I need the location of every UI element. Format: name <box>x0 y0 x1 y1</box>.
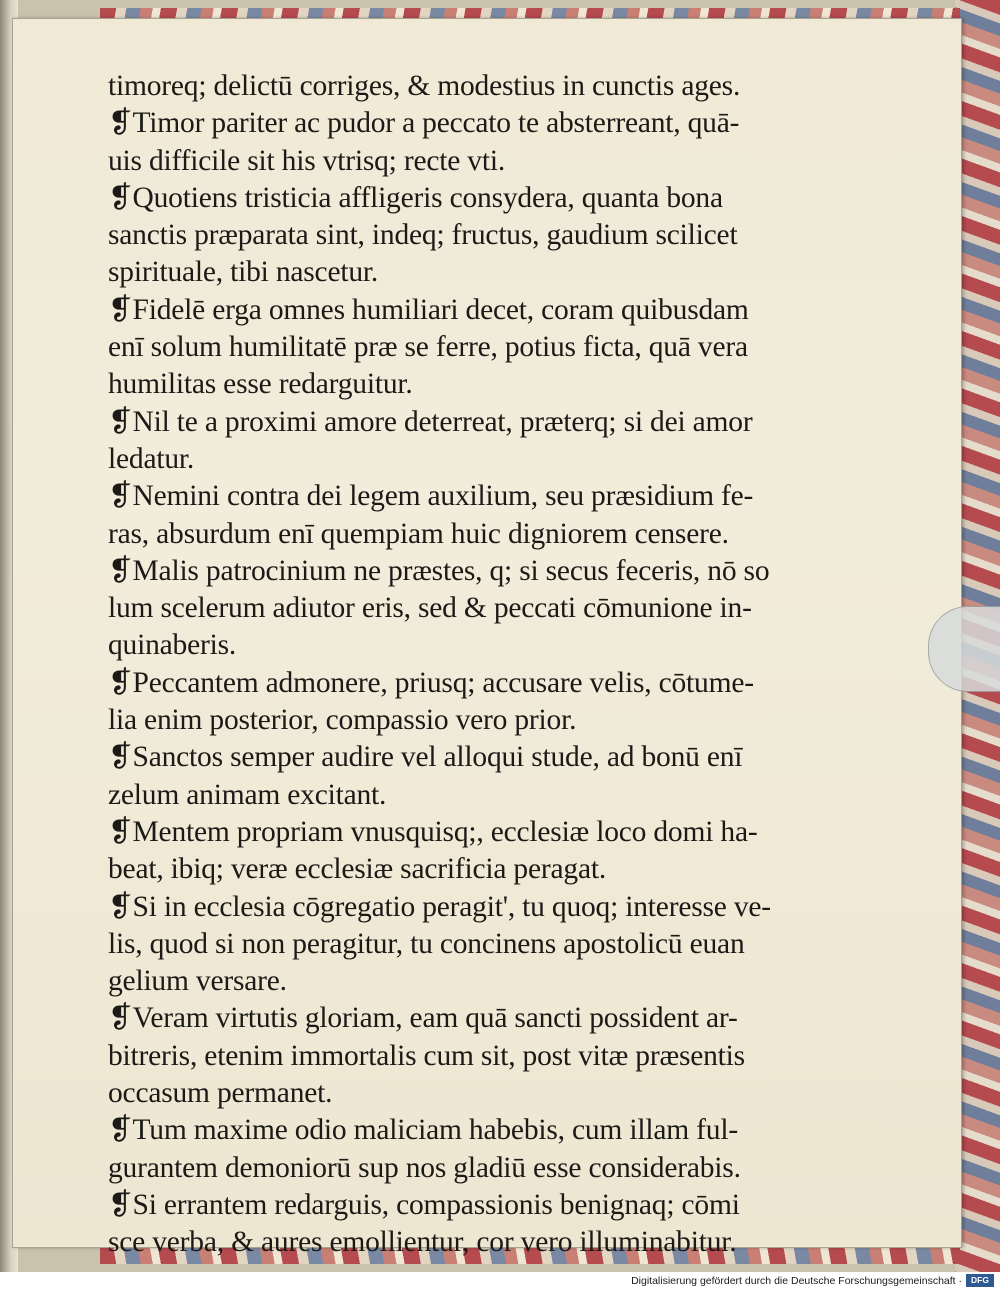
page-text <box>108 68 808 1262</box>
text-line: ❡Mentem propriam vnusquisq;, ecclesiæ loco domi ha- <box>108 815 758 848</box>
text-line: ❡Timor pariter ac pudor a peccato te absterreant, quā- <box>108 107 740 140</box>
text-line: beat, ibiq; veræ ecclesiæ sacrificia peragat. <box>108 853 607 886</box>
text-line: ❡Sanctos semper audire vel alloqui stude, ad bonū enī <box>108 741 743 774</box>
text-line: ❡Veram virtutis gloriam, eam quā sancti possident ar- <box>108 1002 738 1035</box>
text-line: sce verba, & aures emollientur, cor vero illuminabitur. <box>108 1226 737 1259</box>
text-line: ❡Tum maxime odio maliciam habebis, cum illam ful- <box>108 1114 738 1147</box>
text-line: lum scelerum adiutor eris, sed & peccati cōmunione in- <box>108 592 752 625</box>
text-line: sanctis præparata sint, indeq; fructus, gaudium scilicet <box>108 219 738 252</box>
text-line: ❡Malis patrocinium ne præstes, q; si secus feceris, nō so <box>108 554 770 587</box>
text-line: timoreq; delictū corriges, & modestius in cunctis ages. <box>108 70 741 102</box>
text-line: ras, absurdum enī quempiam huic digniorem censere. <box>108 517 729 550</box>
text-line: uis difficile sit his vtrisq; recte vti. <box>108 144 506 177</box>
text-line: gurantem demoniorū sup nos gladiū esse considerabis. <box>108 1151 741 1184</box>
text-line: ❡Si in ecclesia cōgregatio peragit', tu quoq; interesse ve- <box>108 890 771 923</box>
text-line: enī solum humilitatē præ se ferre, potius ficta, quā vera <box>108 331 748 364</box>
page-clip <box>928 606 1000 692</box>
text-line: gelium versare. <box>108 965 287 998</box>
text-line: spirituale, tibi nascetur. <box>108 256 379 289</box>
text-line: ❡Si errantem redarguis, compassionis benignaq; cōmi <box>108 1188 740 1221</box>
text-line: ledatur. <box>108 442 195 475</box>
text-line: bitreris, etenim immortalis cum sit, post vitæ præsentis <box>108 1039 745 1072</box>
text-line: ❡Quotiens tristicia affligeris consydera, quanta bona <box>108 181 723 214</box>
text-line: ❡Peccantem admonere, priusq; accusare velis, cōtume- <box>108 666 754 699</box>
text-line: occasum permanet. <box>108 1077 333 1110</box>
text-line: humilitas esse redarguitur. <box>108 368 413 401</box>
text-line: ❡Fidelē erga omnes humiliari decet, coram quibusdam <box>108 293 749 326</box>
text-line: lia enim posterior, compassio vero prior. <box>108 704 577 737</box>
funding-credit: Digitalisierung gefördert durch die Deutsche Forschungsgemeinschaft · <box>631 1275 962 1287</box>
text-line: zelum animam excitant. <box>108 778 387 811</box>
text-line: ❡Nil te a proximi amore deterreat, præterq; si dei amor <box>108 405 753 438</box>
text-line: lis, quod si non peragitur, tu concinens apostolicū euan <box>108 927 745 960</box>
text-line: quinaberis. <box>108 629 237 662</box>
dfg-logo: DFG <box>966 1274 994 1287</box>
text-line: ❡Nemini contra dei legem auxilium, seu præsidium fe- <box>108 480 754 513</box>
